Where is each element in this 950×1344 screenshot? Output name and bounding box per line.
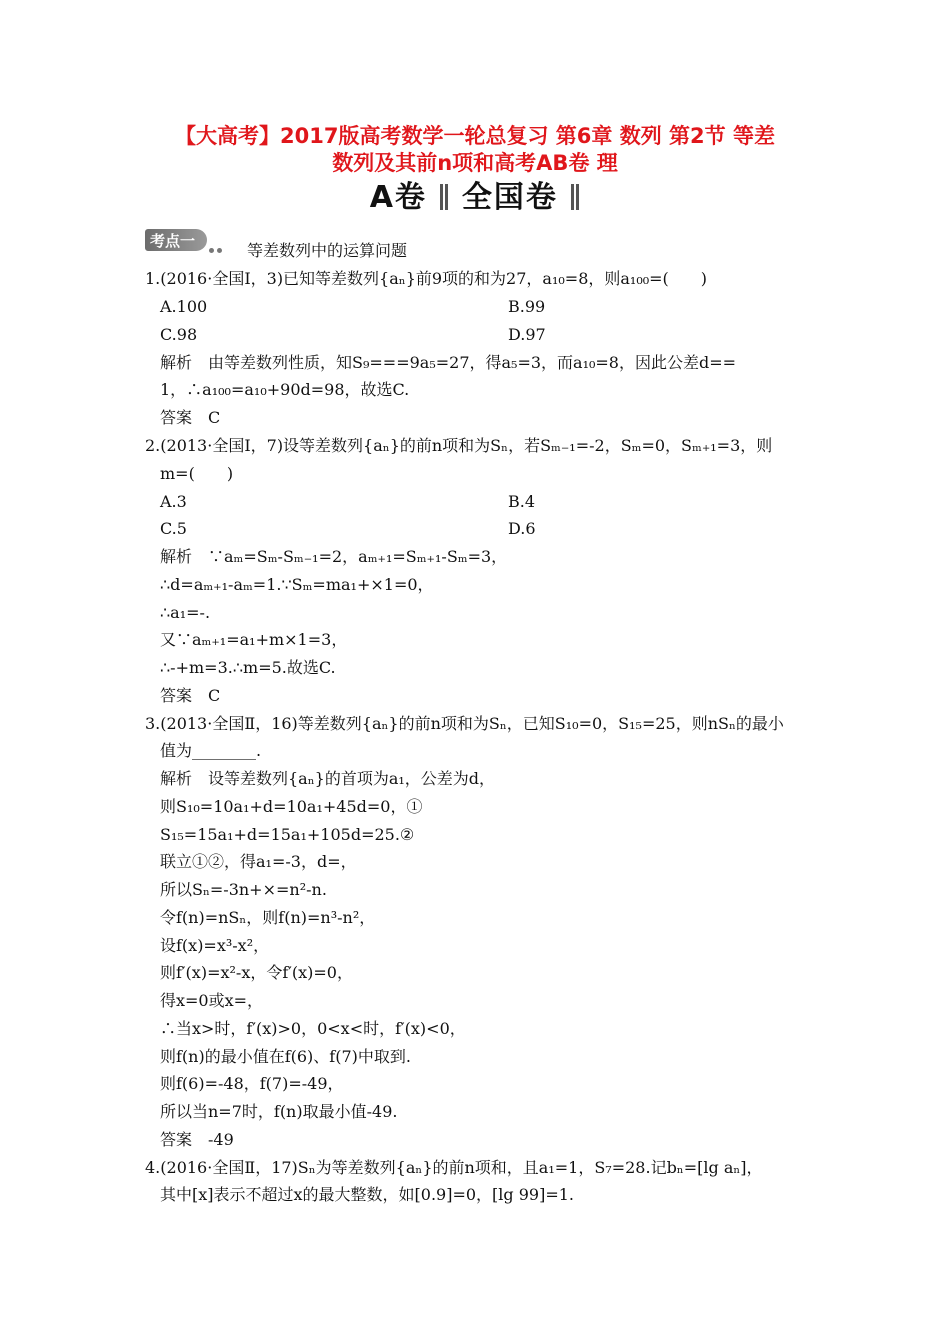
text-line: 其中[x]表示不超过x的最大整数，如[0.9]=0，[lg 99]=1.: [160, 1185, 575, 1204]
analysis-line: 得x=0或x=，: [160, 991, 264, 1010]
volume-a-label: A卷: [369, 180, 427, 215]
text-line: 4.(2016·全国Ⅱ，17)Sₙ为等差数列{aₙ}的前n项和，且a₁=1，S₇=28.记bₙ=[lg aₙ]，: [145, 1158, 763, 1177]
analysis-line: ∴当x>时，f′(x)>0，0<x<时，f′(x)<0，: [160, 1019, 466, 1038]
analysis-line: S₁₅=15a₁+d=15a₁+105d=25.②: [160, 825, 415, 844]
analysis-line: 则f(n)的最小值在f(6)、f(7)中取到.: [160, 1047, 411, 1066]
option-b: B.4: [508, 492, 536, 511]
option-d: D.97: [508, 325, 546, 344]
text-line: m=( ): [160, 464, 234, 483]
analysis-line: 解析 ∵aₘ=Sₘ-Sₘ₋₁=2，aₘ₊₁=Sₘ₊₁-Sₘ=3，: [160, 547, 508, 566]
analysis-line: 1，∴a₁₀₀=a₁₀+90d=98，故选C.: [160, 380, 410, 399]
divider-mark: [571, 184, 574, 210]
section-badge: [145, 229, 229, 251]
analysis-line: ∴a₁=-.: [160, 603, 211, 622]
analysis-line: 又∵aₘ₊₁=a₁+m×1=3，: [160, 630, 348, 649]
analysis-line: 令f(n)=nSₙ，则f(n)=n³-n²，: [160, 908, 376, 927]
analysis-line: 解析 由等差数列性质，知S₉===9a₅=27，得a₅=3，而a₁₀=8，因此公差d==: [160, 353, 737, 372]
text-line: 1.(2016·全国Ⅰ，3)已知等差数列{aₙ}前9项的和为27，a₁₀=8，则a₁₀₀=( ): [145, 269, 708, 288]
document-title-line-1: 【大高考】2017版高考数学一轮总复习 第6章 数列 第2节 等差: [175, 124, 775, 148]
option-c: C.5: [160, 519, 187, 538]
divider-mark: [576, 184, 579, 210]
divider-mark: [440, 184, 443, 210]
option-a: A.100: [160, 297, 208, 316]
volume-heading: [0, 178, 950, 218]
text-line: 2.(2013·全国Ⅰ，7)设等差数列{aₙ}的前n项和为Sₙ，若Sₘ₋₁=-2，Sₘ=0，Sₘ₊₁=3，则: [145, 436, 773, 455]
document-title-line-2: 数列及其前n项和高考AB卷 理: [332, 151, 618, 175]
analysis-line: ∴d=aₘ₊₁-aₘ=1.∵Sₘ=ma₁+×1=0，: [160, 575, 434, 594]
analysis-line: 设f(x)=x³-x²，: [160, 936, 270, 955]
analysis-line: 所以Sₙ=-3n+×=n²-n.: [160, 880, 327, 899]
option-c: C.98: [160, 325, 198, 344]
badge-dots-icon: [209, 238, 225, 257]
analysis-line: 则f′(x)=x²-x，令f′(x)=0，: [160, 963, 353, 982]
option-b: B.99: [508, 297, 546, 316]
analysis-line: 则f(6)=-48，f(7)=-49，: [160, 1074, 344, 1093]
text-line: 值为________.: [160, 741, 262, 760]
option-d: D.6: [508, 519, 536, 538]
volume-b-label: 全国卷: [461, 180, 558, 215]
analysis-line: 解析 设等差数列{aₙ}的首项为a₁，公差为d，: [160, 769, 496, 788]
answer-line: 答案 -49: [160, 1130, 234, 1149]
analysis-line: 所以当n=7时，f(n)取最小值-49.: [160, 1102, 398, 1121]
answer-line: 答案 C: [160, 686, 221, 705]
answer-line: 答案 C: [160, 408, 221, 427]
option-a: A.3: [160, 492, 187, 511]
divider-mark: [445, 184, 448, 210]
text-line: 3.(2013·全国Ⅱ，16)等差数列{aₙ}的前n项和为Sₙ，已知S₁₀=0，S₁₅=25，则nSₙ的最小: [145, 714, 784, 733]
section-topic: 等差数列中的运算问题: [247, 241, 408, 260]
analysis-line: ∴-+m=3.∴m=5.故选C.: [160, 658, 336, 677]
analysis-line: 则S₁₀=10a₁+d=10a₁+45d=0，①: [160, 797, 423, 816]
badge-label: 考点一: [150, 232, 196, 250]
analysis-line: 联立①②，得a₁=-3，d=，: [160, 852, 357, 871]
